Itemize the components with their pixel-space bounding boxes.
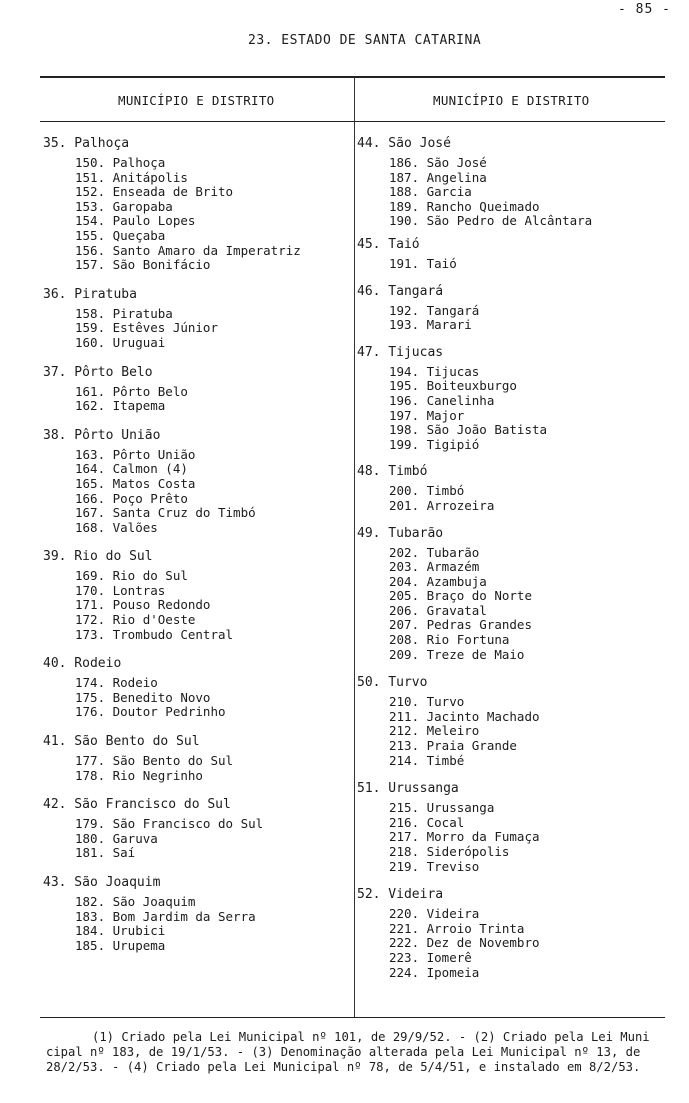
municipality-block bbox=[43, 874, 348, 953]
municipality-block bbox=[43, 733, 348, 783]
header-rule bbox=[40, 121, 665, 122]
municipality-name: 44. São José bbox=[357, 136, 451, 151]
district-item: 224. Ipomeia bbox=[389, 964, 480, 980]
district-list bbox=[43, 382, 348, 414]
district-item: 153. Garopaba bbox=[75, 198, 173, 214]
municipality-name: 36. Piratuba bbox=[43, 286, 137, 302]
municipality-name: 35. Palhoça bbox=[43, 136, 130, 151]
footnote-line: cipal nº 183, de 19/1/53. - (3) Denominação alterada pela Lei Municipal nº 13, de bbox=[46, 1045, 641, 1059]
district-item: 183. Bom Jardim da Serra bbox=[75, 908, 256, 924]
district-item: 223. Iomerê bbox=[389, 949, 472, 965]
district-list bbox=[43, 566, 348, 642]
district-item: 170. Lontras bbox=[75, 582, 166, 598]
right-column bbox=[357, 135, 662, 980]
district-item: 161. Pôrto Belo bbox=[75, 383, 188, 399]
district-item: 210. Turvo bbox=[389, 694, 465, 710]
district-item: 219. Treviso bbox=[389, 858, 480, 874]
municipality-name: 49. Tubarão bbox=[357, 525, 444, 541]
district-list bbox=[43, 751, 348, 783]
district-item: 159. Estêves Júnior bbox=[75, 320, 218, 336]
district-item: 205. Braço do Norte bbox=[389, 588, 532, 604]
district-item: 209. Treze de Maio bbox=[389, 646, 525, 662]
district-item: 166. Poço Prêto bbox=[75, 490, 188, 506]
municipality-block bbox=[43, 286, 348, 351]
district-item: 189. Rancho Queimado bbox=[389, 198, 540, 214]
left-column bbox=[43, 135, 348, 953]
district-item: 175. Benedito Novo bbox=[75, 689, 211, 705]
district-item: 163. Pôrto União bbox=[75, 446, 196, 462]
district-item: 192. Tangará bbox=[389, 302, 480, 318]
column-header-left: MUNICÍPIO E DISTRITO bbox=[118, 93, 275, 108]
district-list bbox=[357, 153, 662, 229]
district-item: 208. Rio Fortuna bbox=[389, 632, 510, 648]
municipality-block bbox=[357, 283, 662, 333]
district-item: 164. Calmon (4) bbox=[75, 461, 188, 477]
district-item: 176. Doutor Pedrinho bbox=[75, 704, 226, 720]
municipality-block bbox=[43, 655, 348, 720]
district-item: 169. Rio do Sul bbox=[75, 568, 188, 584]
district-item: 195. Boiteuxburgo bbox=[389, 378, 517, 394]
municipality-block bbox=[43, 548, 348, 642]
municipality-name: 40. Rodeio bbox=[43, 656, 122, 672]
municipality-block bbox=[43, 427, 348, 536]
district-item: 214. Timbé bbox=[389, 752, 465, 768]
district-list bbox=[43, 814, 348, 861]
municipality-name: 39. Rio do Sul bbox=[43, 549, 153, 565]
municipality-name: 41. São Bento do Sul bbox=[43, 734, 200, 750]
district-item: 217. Morro da Fumaça bbox=[389, 829, 540, 845]
municipality-name: 50. Turvo bbox=[357, 675, 428, 691]
district-item: 213. Praia Grande bbox=[389, 738, 517, 754]
municipality-block bbox=[357, 463, 662, 513]
district-item: 199. Tigipió bbox=[389, 436, 480, 452]
district-item: 201. Arrozeira bbox=[389, 497, 495, 513]
district-item: 165. Matos Costa bbox=[75, 475, 196, 491]
municipality-name: 38. Pôrto União bbox=[43, 427, 161, 443]
district-item: 218. Siderópolis bbox=[389, 844, 510, 859]
district-item: 178. Rio Negrinho bbox=[75, 767, 203, 783]
district-item: 185. Urupema bbox=[75, 937, 166, 953]
district-item: 157. São Bonifácio bbox=[75, 257, 211, 273]
page-number: - 85 - bbox=[618, 2, 671, 17]
municipality-name: 42. São Francisco do Sul bbox=[43, 797, 231, 813]
district-item: 182. São Joaquim bbox=[75, 894, 196, 909]
district-item: 179. São Francisco do Sul bbox=[75, 816, 264, 832]
municipality-name: 37. Pôrto Belo bbox=[43, 364, 153, 380]
district-item: 160. Uruguai bbox=[75, 334, 166, 350]
district-list bbox=[357, 543, 662, 663]
district-item: 207. Pedras Grandes bbox=[389, 617, 532, 633]
district-item: 181. Saí bbox=[75, 845, 136, 861]
district-item: 196. Canelinha bbox=[389, 392, 495, 408]
district-item: 168. Valões bbox=[75, 519, 158, 535]
municipality-block bbox=[43, 135, 348, 273]
district-item: 202. Tubarão bbox=[389, 544, 480, 560]
district-item: 155. Queçaba bbox=[75, 227, 166, 243]
district-list bbox=[357, 692, 662, 768]
district-list bbox=[43, 153, 348, 273]
district-item: 204. Azambuja bbox=[389, 573, 487, 589]
district-item: 222. Dez de Novembro bbox=[389, 935, 540, 951]
district-item: 158. Piratuba bbox=[75, 305, 173, 321]
municipality-name: 47. Tijucas bbox=[357, 344, 444, 360]
district-item: 191. Taió bbox=[389, 255, 457, 271]
district-list bbox=[357, 362, 662, 453]
district-item: 174. Rodeio bbox=[75, 675, 158, 691]
district-item: 172. Rio d'Oeste bbox=[75, 612, 196, 628]
municipality-name: 46. Tangará bbox=[357, 283, 444, 299]
district-item: 215. Urussanga bbox=[389, 800, 495, 816]
district-item: 162. Itapema bbox=[75, 398, 166, 414]
district-list bbox=[43, 304, 348, 351]
district-item: 171. Pouso Redondo bbox=[75, 597, 211, 613]
district-item: 200. Timbó bbox=[389, 483, 465, 499]
district-list bbox=[357, 301, 662, 333]
municipality-name: 48. Timbó bbox=[357, 464, 428, 480]
district-item: 173. Trombudo Central bbox=[75, 626, 234, 642]
district-item: 220. Videira bbox=[389, 906, 480, 922]
municipality-block bbox=[43, 796, 348, 861]
district-item: 177. São Bento do Sul bbox=[75, 753, 234, 769]
footnote bbox=[46, 1030, 676, 1075]
municipality-block bbox=[43, 364, 348, 414]
municipality-block bbox=[357, 674, 662, 768]
district-item: 152. Enseada de Brito bbox=[75, 184, 234, 200]
district-list bbox=[43, 673, 348, 720]
district-item: 198. São João Batista bbox=[389, 422, 548, 438]
municipality-block bbox=[357, 780, 662, 874]
district-list bbox=[357, 481, 662, 513]
district-item: 150. Palhoça bbox=[75, 155, 166, 170]
district-item: 203. Armazém bbox=[389, 559, 480, 575]
municipality-name: 51. Urussanga bbox=[357, 781, 459, 797]
district-item: 186. São José bbox=[389, 155, 487, 170]
table-top-rule bbox=[40, 76, 665, 78]
municipality-block bbox=[357, 236, 662, 272]
district-item: 221. Arroio Trinta bbox=[389, 920, 525, 936]
district-item: 206. Gravatal bbox=[389, 602, 487, 618]
district-list bbox=[357, 904, 662, 980]
municipality-name: 43. São Joaquim bbox=[43, 875, 161, 890]
district-list bbox=[357, 254, 662, 272]
municipality-block bbox=[357, 525, 662, 663]
municipality-name: 52. Videira bbox=[357, 887, 444, 903]
municipality-block bbox=[357, 886, 662, 980]
column-header-right: MUNICÍPIO E DISTRITO bbox=[433, 93, 590, 108]
district-list bbox=[43, 445, 348, 536]
table-bottom-rule bbox=[40, 1017, 665, 1018]
district-item: 194. Tijucas bbox=[389, 363, 480, 379]
district-item: 156. Santo Amaro da Imperatriz bbox=[75, 242, 301, 258]
municipality-block bbox=[357, 344, 662, 453]
district-item: 197. Major bbox=[389, 407, 465, 423]
municipality-block bbox=[357, 135, 662, 229]
district-item: 216. Cocal bbox=[389, 814, 465, 830]
district-item: 188. Garcia bbox=[389, 184, 472, 200]
district-item: 151. Anitápolis bbox=[75, 169, 188, 185]
district-item: 193. Marari bbox=[389, 317, 472, 333]
municipality-name: 45. Taió bbox=[357, 236, 420, 252]
district-item: 184. Urubici bbox=[75, 923, 166, 939]
district-item: 167. Santa Cruz do Timbó bbox=[75, 505, 256, 521]
district-list bbox=[357, 798, 662, 874]
page-title: 23. ESTADO DE SANTA CATARINA bbox=[248, 33, 482, 48]
column-divider bbox=[354, 77, 355, 1017]
district-item: 190. São Pedro de Alcântara bbox=[389, 213, 593, 229]
footnote-line: 28/2/53. - (4) Criado pela Lei Municipal nº 78, de 5/4/51, e instalado em 8/2/53. bbox=[46, 1060, 641, 1074]
district-item: 187. Angelina bbox=[389, 169, 487, 185]
district-item: 180. Garuva bbox=[75, 830, 158, 846]
district-item: 212. Meleiro bbox=[389, 723, 480, 739]
footnote-line: (1) Criado pela Lei Municipal nº 101, de 29/9/52. - (2) Criado pela Lei Muni bbox=[92, 1030, 650, 1044]
district-item: 154. Paulo Lopes bbox=[75, 213, 196, 229]
district-item: 211. Jacinto Machado bbox=[389, 708, 540, 724]
district-list bbox=[43, 892, 348, 953]
